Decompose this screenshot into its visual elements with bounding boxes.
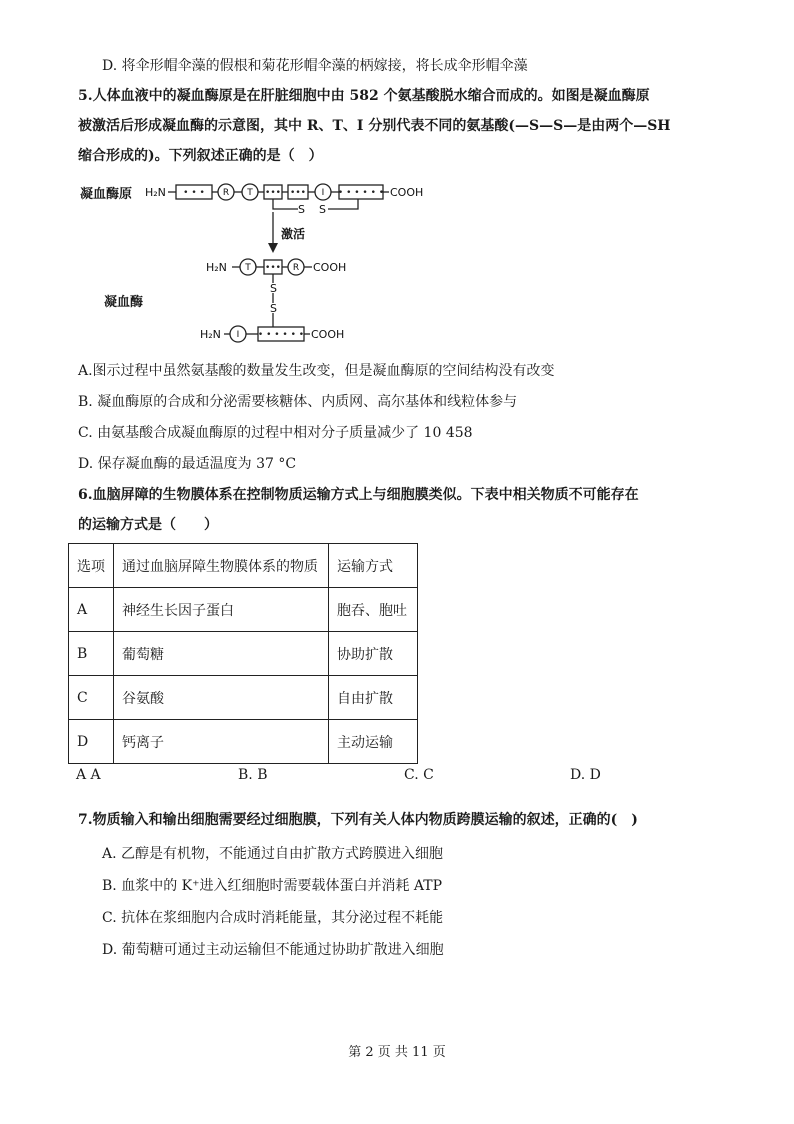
peptide-dots: • • • • • • <box>337 188 385 198</box>
table-header-row <box>69 544 418 588</box>
residue-i: I <box>321 188 325 198</box>
q5-option-c: C. 由氨基酸合成凝血酶原的过程中相对分子质量减少了 10 458 <box>78 425 473 441</box>
thrombin-label: 凝血酶 <box>104 295 144 310</box>
q5-option-d: D. 保存凝血酶的最适温度为 37 °C <box>78 456 297 472</box>
table-cell: 主动运输 <box>329 720 418 764</box>
table-cell: 钙离子 <box>114 720 329 764</box>
q5-option-b: B. 凝血酶原的合成和分泌需要核糖体、内质网、高尔基体和线粒体参与 <box>78 394 518 410</box>
page-footer: 第 2 页 共 11 页 <box>348 1045 446 1060</box>
q6-stem-line-1: 6.血脑屏障的生物膜体系在控制物质运输方式上与细胞膜类似。下表中相关物质不可能存在 <box>78 487 639 503</box>
carboxyl-terminus: COOH <box>311 328 345 341</box>
sulfur-atom: S <box>298 203 305 216</box>
peptide-dots: • • • • • • <box>257 330 305 340</box>
carboxyl-terminus: COOH <box>313 261 347 274</box>
residue-t: T <box>247 188 253 198</box>
q6-choice-a: A A <box>76 767 101 783</box>
table-cell: 谷氨酸 <box>114 676 329 720</box>
transport-table <box>68 543 418 764</box>
peptide-dots: ••• <box>290 188 306 198</box>
q6-choice-b: B. B <box>238 767 268 783</box>
prothrombin-label: 凝血酶原 <box>80 187 133 202</box>
table-cell: 自由扩散 <box>329 676 418 720</box>
residue-r: R <box>292 263 300 273</box>
peptide-dots: • • • <box>183 188 205 198</box>
amino-terminus: H₂N <box>145 186 166 199</box>
disulfide-bond-line <box>328 199 358 209</box>
residue-t: T <box>245 263 251 273</box>
q5-stem-line-2: 被激活后形成凝血酶的示意图，其中 R、T、I 分别代表不同的氨基酸(—S—S—是由两个—SH <box>78 118 671 134</box>
q5-option-a: A.图示过程中虽然氨基酸的数量发生改变，但是凝血酶原的空间结构没有改变 <box>78 363 555 379</box>
table-cell: A <box>69 588 114 632</box>
q7-option-c: C. 抗体在浆细胞内合成时消耗能量，其分泌过程不耗能 <box>102 910 444 926</box>
sulfur-atom: S <box>270 302 277 315</box>
table-cell: 神经生长因子蛋白 <box>114 588 329 632</box>
peptide-dots: ••• <box>265 263 281 273</box>
table-cell: 葡萄糖 <box>114 632 329 676</box>
activation-arrow-head <box>268 243 278 253</box>
table-cell: 协助扩散 <box>329 632 418 676</box>
table-row <box>69 588 418 632</box>
q6-stem-line-2: 的运输方式是（ ） <box>78 517 218 533</box>
table-row <box>69 676 418 720</box>
q7-option-a: A. 乙醇是有机物，不能通过自由扩散方式跨膜进入细胞 <box>102 846 444 862</box>
q5-stem-line-1: 5.人体血液中的凝血酶原是在肝脏细胞中由 582 个氨基酸脱水缩合而成的。如图是凝血酶原 <box>78 88 650 104</box>
carboxyl-terminus: COOH <box>390 186 424 199</box>
table-header-cell: 运输方式 <box>329 544 418 588</box>
table-header-cell: 通过血脑屏障生物膜体系的物质 <box>114 544 329 588</box>
amino-terminus: H₂N <box>200 328 221 341</box>
q7-option-b: B. 血浆中的 K⁺进入红细胞时需要载体蛋白并消耗 ATP <box>102 878 443 894</box>
disulfide-bond-line <box>273 199 298 209</box>
table-cell: C <box>69 676 114 720</box>
q7-stem: 7.物质输入和输出细胞需要经过细胞膜，下列有关人体内物质跨膜运输的叙述，正确的( ) <box>78 812 638 828</box>
q6-choice-c: C. C <box>404 767 434 783</box>
table-cell: B <box>69 632 114 676</box>
sulfur-atom: S <box>319 203 326 216</box>
table-row <box>69 720 418 764</box>
sulfur-atom: S <box>270 282 277 295</box>
q4-option-d: D. 将伞形帽伞藻的假根和菊花形帽伞藻的柄嫁接，将长成伞形帽伞藻 <box>102 58 528 74</box>
table-cell: 胞吞、胞吐 <box>329 588 418 632</box>
residue-i: I <box>236 330 240 340</box>
table-row <box>69 632 418 676</box>
peptide-dots: ••• <box>265 188 281 198</box>
amino-terminus: H₂N <box>206 261 227 274</box>
activation-label: 激活 <box>281 227 306 241</box>
table-header-cell: 选项 <box>69 544 114 588</box>
q6-choice-d: D. D <box>570 767 601 783</box>
q7-option-d: D. 葡萄糖可通过主动运输但不能通过协助扩散进入细胞 <box>102 942 444 958</box>
table-cell: D <box>69 720 114 764</box>
residue-r: R <box>222 188 230 198</box>
q5-stem-line-3: 缩合形成的)。下列叙述正确的是（ ） <box>78 148 323 164</box>
